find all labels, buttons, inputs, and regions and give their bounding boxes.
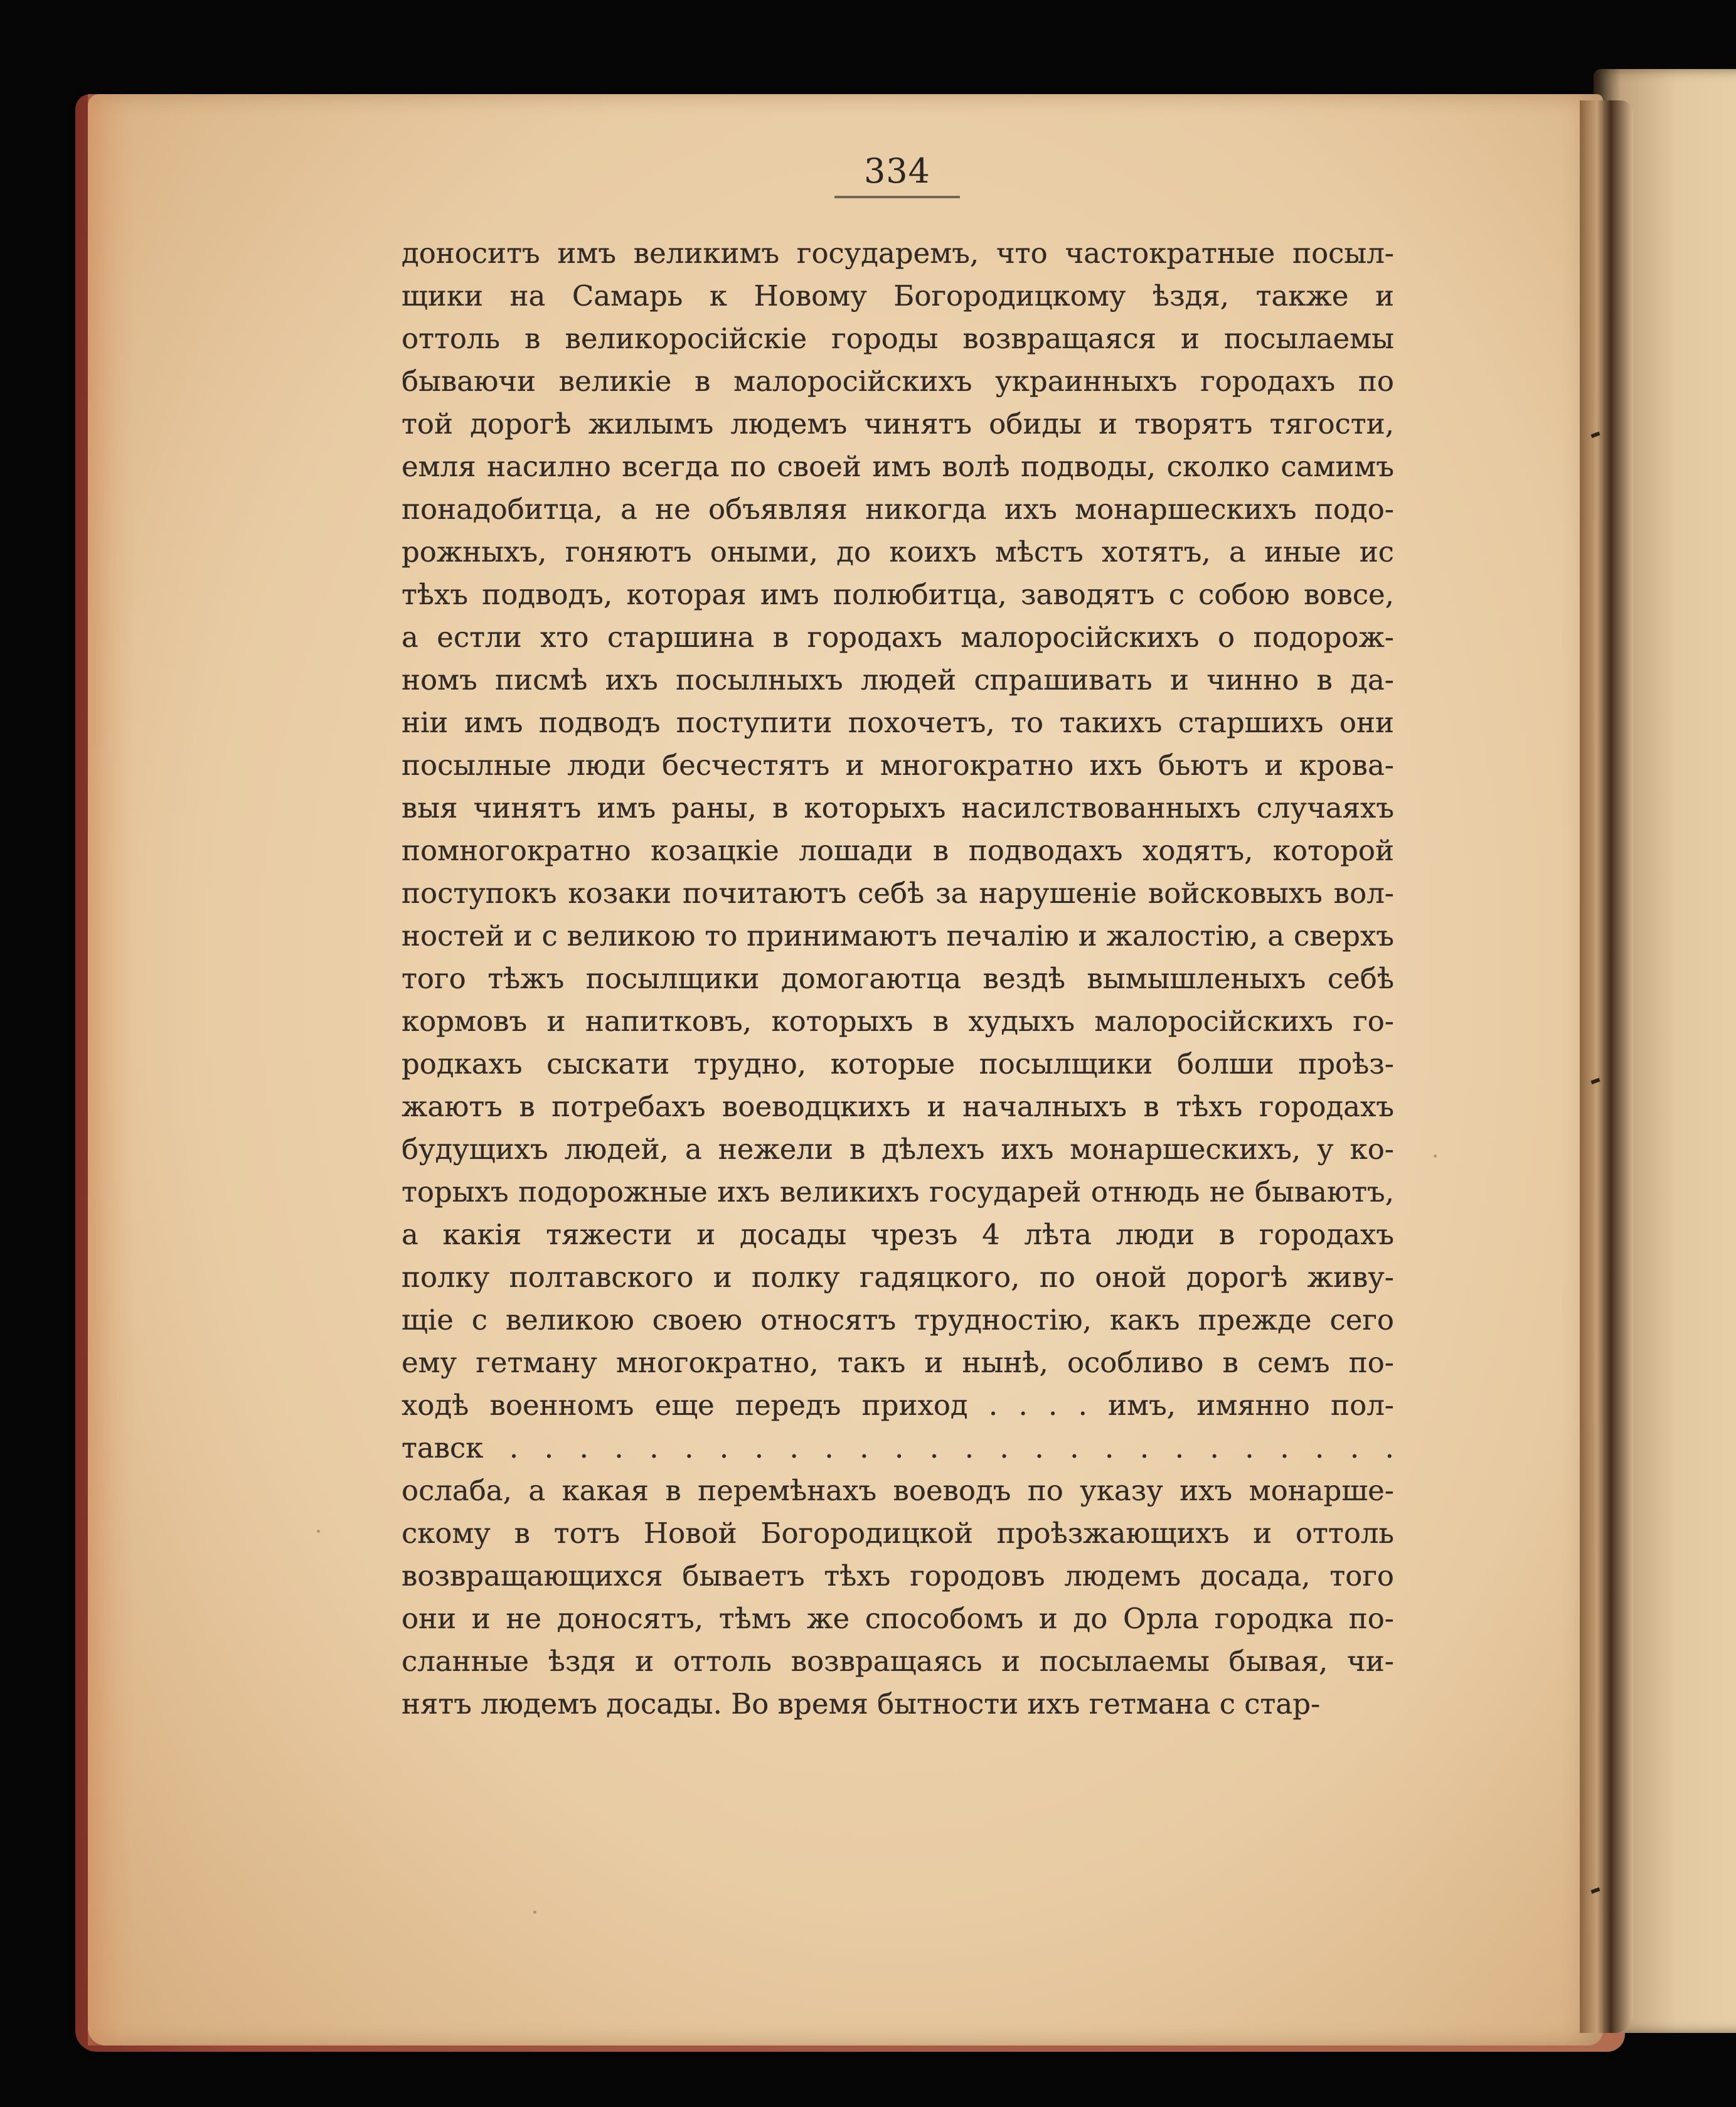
text-line: той дорогѣ жилымъ людемъ чинятъ обиды и творятъ тягости, <box>402 407 1394 440</box>
page-number: 334 <box>863 151 931 191</box>
text-line: будущихъ людей, а нежели в дѣлехъ ихъ монаршескихъ, у ко- <box>402 1133 1394 1166</box>
text-line: тѣхъ подводъ, которая имъ полюбитца, заводятъ с собою вовсе, <box>402 578 1394 611</box>
text-line: а какія тяжести и досады чрезъ 4 лѣта люди в городахъ <box>402 1218 1394 1251</box>
text-line: ослаба, а какая в перемѣнахъ воеводъ по указу ихъ монарше- <box>402 1474 1394 1507</box>
paper-speck <box>1434 1155 1437 1158</box>
text-line: выя чинятъ имъ раны, в которыхъ насилствованныхъ случаяхъ <box>402 791 1394 824</box>
text-line: емля насилно всегда по своей имъ волѣ подводы, сколко самимъ <box>402 450 1394 483</box>
text-line: поступокъ козаки почитаютъ себѣ за нарушеніе войсковыхъ вол- <box>402 877 1394 910</box>
text-line: жаютъ в потребахъ воеводцкихъ и началныхъ в тѣхъ городахъ <box>402 1090 1394 1123</box>
text-line: понадобитца, а не объявляя никогда ихъ монаршескихъ подо- <box>402 493 1394 526</box>
text-line: полку полтавского и полку гадяцкого, по оной дорогѣ живу- <box>402 1261 1394 1294</box>
text-line: они и не доносятъ, тѣмъ же способомъ и до Орла городка по- <box>402 1602 1394 1635</box>
text-line: ходѣ военномъ еще передъ приход . . . . имъ, имянно пол- <box>402 1389 1394 1422</box>
text-line: доноситъ имъ великимъ государемъ, что частократные посыл- <box>402 237 1394 270</box>
text-line: номъ писмѣ ихъ посылныхъ людей спрашивать и чинно в да- <box>402 663 1394 696</box>
text-line: сланные ѣздя и оттоль возвращаясь и посылаемы бывая, чи- <box>402 1645 1394 1678</box>
text-line: возвращающихся бываетъ тѣхъ городовъ людемъ досада, того <box>402 1559 1394 1592</box>
text-line: ему гетману многократно, такъ и нынѣ, особливо в семъ по- <box>402 1346 1394 1379</box>
text-line: кормовъ и напитковъ, которыхъ в худыхъ малоросійскихъ го- <box>402 1005 1394 1038</box>
page-number-underline <box>834 196 960 198</box>
text-line: рожныхъ, гоняютъ оными, до коихъ мѣстъ хотятъ, а иные ис <box>402 535 1394 568</box>
text-line: бываючи великіе в малоросійскихъ украинныхъ городахъ по <box>402 365 1394 398</box>
text-line: нятъ людемъ досады. Во время бытности ихъ гетмана с стар- <box>402 1687 1321 1720</box>
main-text <box>402 232 1394 1738</box>
text-line: тавск . . . . . . . . . . . . . . . . . . . . . . . . . . <box>402 1431 1394 1464</box>
text-line: скому в тотъ Новой Богородицкой проѣзжающихъ и оттоль <box>402 1517 1394 1550</box>
text-line: щіе с великою своею относятъ трудностію, какъ прежде сего <box>402 1303 1394 1336</box>
text-line: а естли хто старшина в городахъ малоросійскихъ о подорож- <box>402 621 1394 654</box>
text-line: оттоль в великоросійскіе городы возвращаяся и посылаемы <box>402 322 1394 355</box>
text-line: того тѣжъ посылщики домогаютца вездѣ вымышленыхъ себѣ <box>402 962 1394 995</box>
text-line: посылные люди бесчестятъ и многократно ихъ бьютъ и крова- <box>402 749 1394 782</box>
text-line: ніи имъ подводъ поступити похочетъ, то такихъ старшихъ они <box>402 706 1394 739</box>
text-line: торыхъ подорожные ихъ великихъ государей отнюдь не бываютъ, <box>402 1175 1394 1208</box>
paper-speck <box>317 1530 320 1533</box>
text-line: ностей и с великою то принимаютъ печалію и жалостію, а сверхъ <box>402 919 1394 952</box>
text-line: помногократно козацкіе лошади в подводахъ ходятъ, которой <box>402 834 1394 867</box>
text-line: щики на Самарь к Новому Богородицкому ѣздя, также и <box>402 279 1394 312</box>
text-line: родкахъ сыскати трудно, которые посылщики болши проѣз- <box>402 1047 1394 1080</box>
paper-speck <box>533 1911 536 1914</box>
